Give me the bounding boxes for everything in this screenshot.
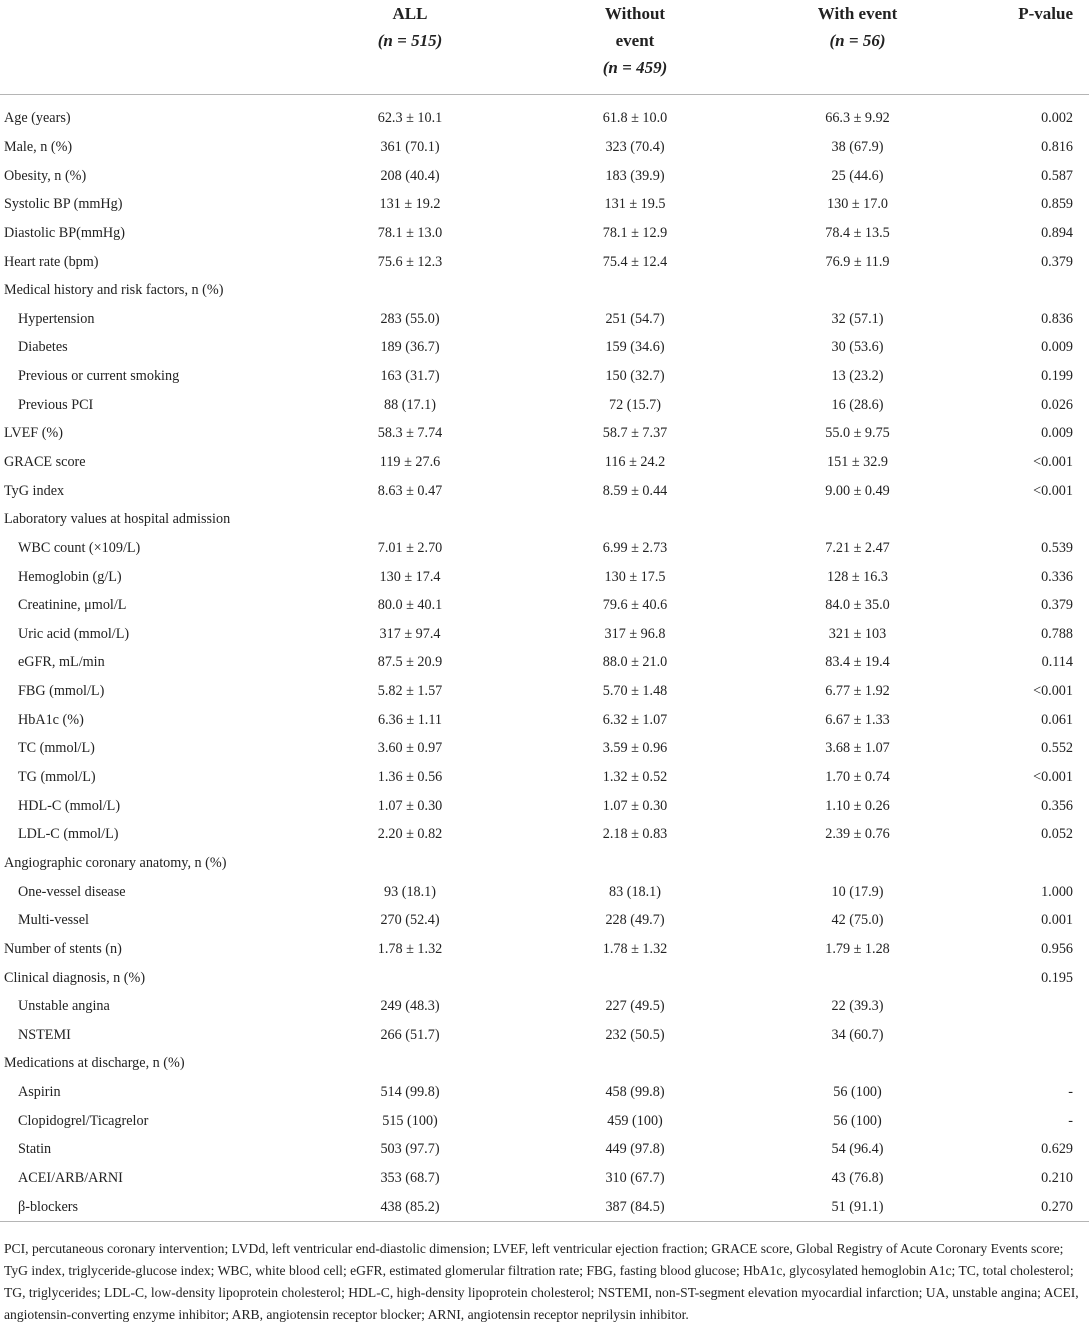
cell-without-event: 61.8 ± 10.0 [602, 110, 668, 127]
table-row [0, 906, 1089, 935]
cell-all: 75.6 ± 12.3 [377, 253, 443, 270]
cell-p-value: 0.001 [1041, 912, 1073, 929]
cell-without-event: 75.4 ± 12.4 [602, 253, 668, 270]
row-label: Systolic BP (mmHg) [4, 196, 123, 213]
cell-all: 163 (31.7) [380, 368, 440, 385]
table-row [0, 1107, 1089, 1136]
cell-without-event: 232 (50.5) [605, 1026, 665, 1043]
cell-p-value: 0.788 [1041, 625, 1073, 642]
cell-all: 2.20 ± 0.82 [377, 826, 443, 843]
cell-with-event [740, 276, 975, 305]
row-label: Hypertension [18, 310, 95, 327]
cell-with-event: 51 (91.1) [831, 1198, 884, 1215]
header-with-n: (n = 56) [829, 31, 886, 50]
table-row [0, 1078, 1089, 1107]
cell-all [290, 849, 530, 878]
cell-p-value: 0.210 [1041, 1170, 1073, 1187]
row-label: Male, n (%) [4, 138, 73, 155]
cell-with-event: 1.10 ± 0.26 [825, 797, 890, 814]
cell-without-event: 88.0 ± 21.0 [602, 654, 668, 671]
cell-p-value: 0.052 [1041, 826, 1073, 843]
row-label: Medications at discharge, n (%) [4, 1055, 185, 1072]
cell-without-event: 78.1 ± 12.9 [602, 224, 668, 241]
cell-with-event [740, 849, 975, 878]
header-p-value-title: P-value [1018, 4, 1073, 23]
cell-without-event: 8.59 ± 0.44 [602, 482, 668, 499]
table-row [0, 219, 1089, 248]
row-label: FBG (mmol/L) [18, 683, 105, 700]
table-row [0, 477, 1089, 506]
header-variable [0, 0, 290, 94]
cell-with-event: 151 ± 32.9 [827, 454, 888, 470]
cell-all: 119 ± 27.6 [379, 454, 441, 470]
cell-p-value: 0.379 [1041, 253, 1073, 270]
cell-without-event: 227 (49.5) [605, 998, 665, 1015]
cell-p-value: 0.002 [1041, 110, 1073, 127]
cell-with-event: 34 (60.7) [831, 1026, 884, 1043]
cell-without-event [530, 276, 740, 305]
cell-without-event: 1.07 ± 0.30 [602, 797, 668, 814]
cell-with-event [740, 505, 975, 534]
cell-p-value: <0.001 [1033, 482, 1073, 499]
cell-all: 1.07 ± 0.30 [377, 797, 443, 814]
cell-all: 249 (48.3) [380, 998, 440, 1015]
row-label: Age (years) [4, 110, 71, 127]
cell-p-value [975, 992, 1089, 1021]
cell-without-event: 6.32 ± 1.07 [602, 711, 668, 728]
row-label: TyG index [4, 482, 65, 499]
cell-with-event: 6.77 ± 1.92 [825, 683, 890, 700]
table-row [0, 420, 1089, 449]
table-row [0, 849, 1089, 878]
row-label: HDL-C (mmol/L) [18, 797, 121, 814]
header-p-value [975, 0, 1089, 94]
cell-without-event: 459 (100) [607, 1112, 663, 1129]
header-without-n: (n = 459) [602, 58, 668, 77]
cell-all [290, 964, 530, 993]
cell-p-value: 0.816 [1041, 138, 1073, 155]
cell-all [290, 276, 530, 305]
cell-without-event: 150 (32.7) [605, 368, 665, 385]
cell-all: 6.36 ± 1.11 [377, 711, 442, 728]
cell-all: 361 (70.1) [380, 138, 440, 155]
cell-without-event: 58.7 ± 7.37 [602, 425, 668, 442]
cell-with-event: 38 (67.9) [831, 138, 884, 155]
row-label: Diabetes [18, 339, 68, 356]
table-row [0, 133, 1089, 162]
cell-all: 5.82 ± 1.57 [377, 683, 443, 700]
cell-all: 270 (52.4) [380, 912, 440, 929]
table-row [0, 964, 1089, 993]
table-row [0, 534, 1089, 563]
row-label: β-blockers [18, 1198, 79, 1215]
cell-p-value: 0.336 [1041, 568, 1073, 585]
cell-all: 58.3 ± 7.74 [377, 425, 443, 442]
header-all [290, 0, 530, 94]
cell-with-event: 66.3 ± 9.92 [825, 110, 890, 127]
header-with-title: With event [817, 4, 898, 23]
cell-without-event: 116 ± 24.2 [604, 454, 666, 470]
cell-all: 438 (85.2) [380, 1198, 440, 1215]
table-footnote: PCI, percutaneous coronary intervention; LVDd, left ventricular end-diastolic dimension; LVEF, left ventricular ejection fraction; GRACE score, Global Registry of Acute Coronary Events score; TyG index, triglyceride-glucose index; WBC, white blood cell; eGFR, estimated glomerular filtration rate; FBG, fasting blood glucose; HbA1c, glycosylated hemoglobin A1c; TC, total cholesterol; TG, triglycerides; LDL-C, low-density lipoprotein cholesterol; HDL-C, high-density lipoprotein cholesterol; NSTEMI, non-ST-segment elevation myocardial infarction; UA, unstable angina; ACEI, angiotensin-converting enzyme inhibitor; ARB, angiotensin receptor blocker; ARNI, angiotensin receptor neprilysin inhibitor. [4, 1241, 1079, 1322]
row-label: Angiographic coronary anatomy, n (%) [4, 854, 227, 871]
cell-with-event [740, 1050, 975, 1079]
cell-p-value: - [1068, 1112, 1073, 1129]
cell-p-value: 0.061 [1041, 711, 1073, 728]
cell-without-event: 228 (49.7) [605, 912, 665, 929]
cell-with-event: 42 (75.0) [831, 912, 884, 929]
table-row [0, 1021, 1089, 1050]
cell-without-event: 6.99 ± 2.73 [602, 539, 668, 556]
cell-with-event: 1.79 ± 1.28 [825, 940, 890, 957]
cell-with-event: 321 ± 103 [828, 625, 887, 642]
table-row [0, 190, 1089, 219]
cell-p-value [975, 1021, 1089, 1050]
table-row [0, 1050, 1089, 1079]
cell-p-value: 0.956 [1041, 940, 1073, 957]
row-label: Aspirin [18, 1084, 61, 1101]
row-label: Previous or current smoking [18, 368, 180, 385]
table-row [0, 1136, 1089, 1165]
row-label: WBC count (×109/L) [18, 539, 141, 556]
cell-with-event: 7.21 ± 2.47 [825, 539, 890, 556]
cell-without-event: 1.32 ± 0.52 [602, 769, 668, 786]
cell-all: 80.0 ± 40.1 [377, 597, 443, 614]
cell-all: 514 (99.8) [380, 1084, 440, 1101]
cell-without-event: 3.59 ± 0.96 [602, 740, 668, 757]
cell-all: 266 (51.7) [380, 1026, 440, 1043]
table-row [0, 792, 1089, 821]
row-label: LDL-C (mmol/L) [18, 826, 119, 843]
table-row [0, 706, 1089, 735]
row-label: Medical history and risk factors, n (%) [4, 282, 224, 299]
row-label: Clinical diagnosis, n (%) [4, 969, 146, 986]
cell-with-event: 54 (96.4) [831, 1141, 884, 1158]
cell-without-event: 323 (70.4) [605, 138, 665, 155]
cell-with-event: 84.0 ± 35.0 [825, 597, 890, 614]
table-row [0, 334, 1089, 363]
cell-all: 78.1 ± 13.0 [377, 224, 443, 241]
cell-with-event: 10 (17.9) [831, 883, 884, 900]
cell-without-event: 310 (67.7) [605, 1170, 665, 1187]
row-label: GRACE score [4, 454, 86, 470]
cell-without-event: 183 (39.9) [605, 167, 665, 184]
row-label: NSTEMI [18, 1026, 71, 1043]
cell-p-value [975, 849, 1089, 878]
table-row [0, 821, 1089, 850]
cell-p-value: 0.859 [1041, 196, 1073, 213]
cell-all: 283 (55.0) [380, 310, 440, 327]
cell-all: 8.63 ± 0.47 [377, 482, 443, 499]
cell-p-value: 0.009 [1041, 425, 1073, 442]
row-label: Heart rate (bpm) [4, 253, 99, 270]
table-row [0, 677, 1089, 706]
cell-all [290, 1050, 530, 1079]
cell-p-value: 0.270 [1041, 1198, 1073, 1215]
cell-p-value [975, 276, 1089, 305]
cell-all: 87.5 ± 20.9 [377, 654, 443, 671]
cell-without-event: 159 (34.6) [605, 339, 665, 356]
cell-p-value: 0.552 [1041, 740, 1073, 757]
cell-without-event: 79.6 ± 40.6 [602, 597, 668, 614]
cell-with-event: 22 (39.3) [831, 998, 884, 1015]
table-row [0, 591, 1089, 620]
row-label: Multi-vessel [18, 912, 89, 929]
row-label: Previous PCI [18, 396, 94, 413]
cell-with-event: 25 (44.6) [831, 167, 884, 184]
cell-with-event: 56 (100) [833, 1112, 882, 1129]
table-row [0, 620, 1089, 649]
row-label: LVEF (%) [4, 425, 63, 442]
cell-without-event: 458 (99.8) [605, 1084, 665, 1101]
cell-all: 3.60 ± 0.97 [377, 740, 443, 757]
row-label: Clopidogrel/Ticagrelor [18, 1112, 149, 1129]
cell-with-event: 78.4 ± 13.5 [825, 224, 890, 241]
cell-p-value: 0.195 [1041, 969, 1073, 986]
cell-with-event: 32 (57.1) [831, 310, 884, 327]
cell-all: 503 (97.7) [380, 1141, 440, 1158]
cell-p-value: <0.001 [1033, 769, 1073, 786]
row-label: Number of stents (n) [4, 940, 122, 957]
cell-with-event: 55.0 ± 9.75 [825, 425, 890, 442]
cell-all: 62.3 ± 10.1 [377, 110, 443, 127]
row-label: One-vessel disease [18, 883, 126, 900]
cell-with-event: 1.70 ± 0.74 [825, 769, 890, 786]
cell-all: 131 ± 19.2 [379, 196, 441, 213]
cell-all: 1.78 ± 1.32 [377, 940, 443, 957]
cell-all [290, 505, 530, 534]
cell-p-value: 1.000 [1041, 883, 1073, 900]
cell-with-event: 130 ± 17.0 [827, 196, 888, 213]
table-row [0, 735, 1089, 764]
cell-without-event: 2.18 ± 0.83 [602, 826, 668, 843]
cell-all: 189 (36.7) [380, 339, 440, 356]
cell-without-event: 1.78 ± 1.32 [602, 940, 668, 957]
cell-p-value: 0.587 [1041, 167, 1073, 184]
cell-with-event: 128 ± 16.3 [827, 568, 888, 585]
row-label: Creatinine, μmol/L [18, 597, 127, 614]
cell-with-event: 83.4 ± 19.4 [825, 654, 890, 671]
table-row [0, 305, 1089, 334]
cell-p-value: 0.026 [1041, 396, 1073, 413]
cell-p-value: 0.199 [1041, 368, 1073, 385]
cell-without-event: 5.70 ± 1.48 [602, 683, 668, 700]
cell-all: 515 (100) [382, 1112, 438, 1129]
table-row [0, 992, 1089, 1021]
cell-without-event: 130 ± 17.5 [604, 568, 666, 585]
cell-p-value: 0.379 [1041, 597, 1073, 614]
table-row [0, 248, 1089, 277]
table-row [0, 563, 1089, 592]
row-label: TG (mmol/L) [18, 769, 96, 786]
cell-with-event: 56 (100) [833, 1084, 882, 1101]
cell-p-value: 0.009 [1041, 339, 1073, 356]
row-label: Uric acid (mmol/L) [18, 625, 130, 642]
header-all-title: ALL [392, 4, 428, 23]
cell-p-value: 0.836 [1041, 310, 1073, 327]
table-header [0, 0, 1089, 94]
cell-p-value [975, 1050, 1089, 1079]
cell-p-value: 0.629 [1041, 1141, 1073, 1158]
cell-p-value: 0.539 [1041, 539, 1073, 556]
table-row [0, 391, 1089, 420]
header-all-n: (n = 515) [377, 31, 443, 50]
cell-p-value: <0.001 [1033, 454, 1073, 470]
row-label: Statin [18, 1141, 52, 1158]
table-row [0, 649, 1089, 678]
cell-p-value [975, 505, 1089, 534]
cell-p-value: 0.894 [1041, 224, 1073, 241]
cell-without-event [530, 1050, 740, 1079]
cell-all: 93 (18.1) [383, 883, 436, 900]
cell-without-event: 449 (97.8) [605, 1141, 665, 1158]
cell-with-event: 76.9 ± 11.9 [825, 253, 890, 270]
cell-p-value: 0.356 [1041, 797, 1073, 814]
table-row [0, 448, 1089, 477]
cell-all: 317 ± 97.4 [379, 625, 441, 642]
cell-all: 1.36 ± 0.56 [377, 769, 443, 786]
cell-with-event: 9.00 ± 0.49 [825, 482, 890, 499]
cell-without-event: 317 ± 96.8 [604, 625, 666, 642]
table-row [0, 276, 1089, 305]
header-with-event [740, 0, 975, 94]
cell-p-value: <0.001 [1033, 683, 1073, 700]
row-label: ACEI/ARB/ARNI [18, 1170, 123, 1187]
cell-without-event: 83 (18.1) [608, 883, 661, 900]
cell-without-event: 251 (54.7) [605, 310, 665, 327]
header-without-line1: Without [604, 4, 666, 23]
row-label: HbA1c (%) [18, 711, 84, 728]
table-row [0, 94, 1089, 133]
cell-all: 7.01 ± 2.70 [377, 539, 443, 556]
table-row [0, 1193, 1089, 1222]
cell-with-event: 2.39 ± 0.76 [825, 826, 890, 843]
header-without-event [530, 0, 740, 94]
table-row [0, 162, 1089, 191]
cell-without-event: 131 ± 19.5 [604, 196, 666, 213]
table-row [0, 505, 1089, 534]
cell-all: 353 (68.7) [380, 1170, 440, 1187]
table-row [0, 763, 1089, 792]
cell-p-value: 0.114 [1041, 654, 1073, 671]
cell-with-event [740, 964, 975, 993]
table-row [0, 878, 1089, 907]
row-label: Laboratory values at hospital admission [4, 511, 231, 528]
table-row [0, 1164, 1089, 1193]
cell-with-event: 13 (23.2) [831, 368, 884, 385]
cell-p-value: - [1068, 1084, 1073, 1101]
cell-without-event [530, 505, 740, 534]
table-body [0, 94, 1089, 1222]
cell-without-event: 387 (84.5) [605, 1198, 665, 1215]
row-label: TC (mmol/L) [18, 740, 95, 757]
row-label: Hemoglobin (g/L) [18, 568, 122, 585]
cell-all: 130 ± 17.4 [379, 568, 441, 585]
cell-with-event: 43 (76.8) [831, 1170, 884, 1187]
table-row [0, 935, 1089, 964]
table-row [0, 362, 1089, 391]
header-without-line2: event [615, 31, 655, 50]
row-label: eGFR, mL/min [18, 654, 105, 671]
cell-with-event: 6.67 ± 1.33 [825, 711, 890, 728]
cell-without-event [530, 849, 740, 878]
cell-with-event: 3.68 ± 1.07 [825, 740, 890, 757]
cell-without-event [530, 964, 740, 993]
row-label: Unstable angina [18, 998, 110, 1015]
row-label: Diastolic BP(mmHg) [4, 224, 125, 241]
cell-all: 208 (40.4) [380, 167, 440, 184]
cell-all: 88 (17.1) [383, 396, 436, 413]
cell-without-event: 72 (15.7) [608, 396, 661, 413]
cell-with-event: 16 (28.6) [831, 396, 884, 413]
cell-with-event: 30 (53.6) [831, 339, 884, 356]
row-label: Obesity, n (%) [4, 167, 87, 184]
